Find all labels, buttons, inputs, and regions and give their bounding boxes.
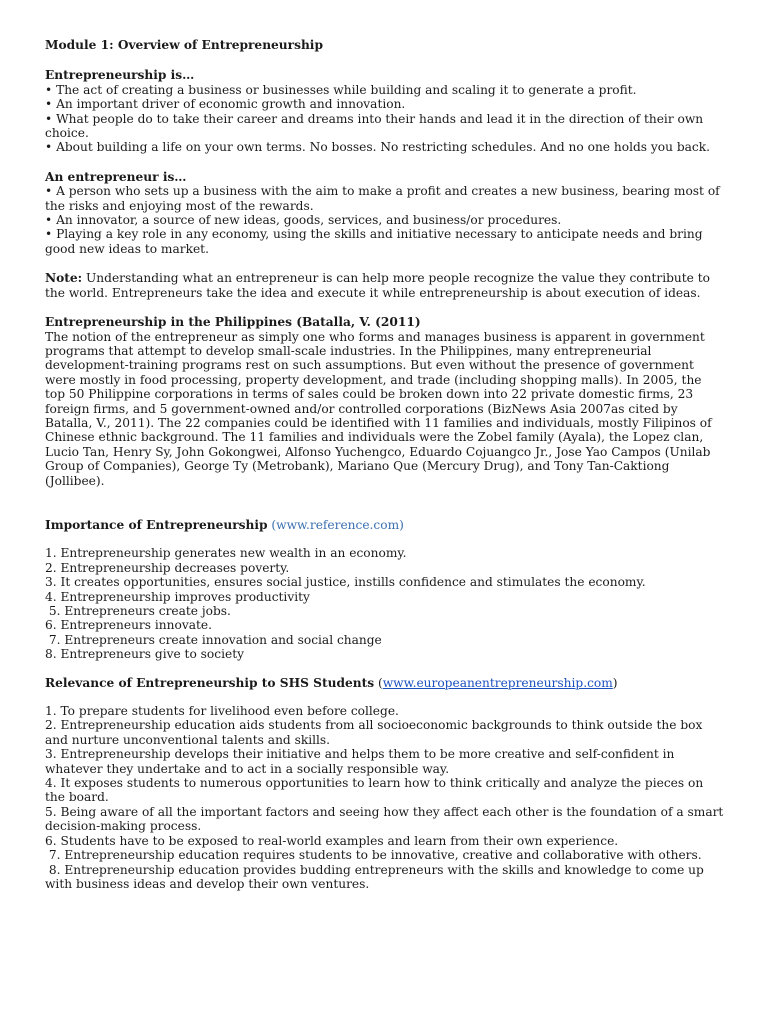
section-relevance [45,676,725,892]
list-item: 3. Entrepreneurship develops their initiative and helps them to be more creative and self-confident in whatever they undertake and to act in a socially responsible way. [45,747,675,776]
list-item: 7. Entrepreneurship education requires students to be innovative, creative and collaborative with others. [45,848,702,863]
section-heading: Entrepreneurship in the Philippines (Batalla, V. (2011) [45,315,421,330]
note-paragraph [45,271,725,300]
section-philippines [45,315,725,488]
bullet-item: • What people do to take their career and dreams into their hands and lead it in the direction of their own choice. [45,111,704,141]
bullet-item: • A person who sets up a business with the aim to make a profit and creates a new business, bearing most of the risks and enjoying most of the rewards. [45,184,720,213]
list-item: 8. Entrepreneurs give to society [45,647,244,662]
spacer [45,532,725,546]
bullet-item: • The act of creating a business or businesses while building and scaling it to generate a profit. [45,82,637,97]
source-paren-close: ) [612,675,618,690]
section-heading: Importance of Entrepreneurship [45,517,268,532]
section-heading-row [45,676,725,690]
section-heading-row [45,518,725,532]
module-title: Module 1: Overview of Entrepreneurship [45,38,323,52]
list-item: 1. Entrepreneurship generates new wealth in an economy. [45,546,407,561]
list-item: 2. Entrepreneurship education aids students from all socioeconomic backgrounds to think outside the box and nurture unconventional talents and skills. [45,718,703,747]
document-content [45,38,725,906]
source-link[interactable]: (www.reference.com) [271,517,404,532]
bullet-item: • An innovator, a source of new ideas, goods, services, and business/or procedures. [45,213,562,228]
section-heading: An entrepreneur is… [45,169,187,184]
bullet-item: • About building a life on your own terms. No bosses. No restricting schedules. And no one holds you back. [45,140,711,155]
note-text: Understanding what an entrepreneur is can help more people recognize the value they contribute to the world. Entrepreneurs take the idea and execute it while entrepreneurship is about execution of ideas. [45,271,710,300]
list-item: 6. Entrepreneurs innovate. [45,618,212,633]
section-heading: Entrepreneurship is… [45,68,195,83]
source-link[interactable]: www.europeanentrepreneurship.com [382,675,613,690]
list-item: 2. Entrepreneurship decreases poverty. [45,560,290,575]
list-item: 5. Being aware of all the important factors and seeing how they affect each other is the foundation of a smart decision-making process. [45,804,724,834]
section-heading: Relevance of Entrepreneurship to SHS Students [45,675,375,690]
note-label: Note: [45,271,83,286]
list-item: 8. Entrepreneurship education provides budding entrepreneurs with the skills and knowledge to come up with business ideas and develop their own ventures. [45,862,708,891]
bullet-item: • Playing a key role in any economy, using the skills and initiative necessary to anticipate needs and bring good new ideas to market. [45,227,703,256]
list-item: 1. To prepare students for livelihood even before college. [45,704,399,719]
section-entrepreneurship-is [45,68,725,154]
list-item: 4. Entrepreneurship improves productivity [45,589,310,604]
list-item: 7. Entrepreneurs create innovation and social change [45,632,382,647]
list-item: 4. It exposes students to numerous opportunities to learn how to think critically and analyze the pieces on the board. [45,776,704,805]
section-body: The notion of the entrepreneur as simply one who forms and manages business is apparent in government programs that attempt to develop small-scale industries. In the Philippines, many entrepreneurial development-training programs rest on such assumptions. But even without the presence of government were mostly in food processing, property development, and trade (including shopping malls). In 2005, the top 50 Philippine corporations in terms of sales could be broken down into 22 private domestic firms, 23 foreign firms, and 5 government-owned and/or controlled corporations (BizNews Asia 2007as cited by Batalla, V., 2011). The 22 companies could be identified with 11 families and individuals, mostly Filipinos of Chinese ethnic background. The 11 families and individuals were the Zobel family (Ayala), the Lopez clan, Lucio Tan, Henry Sy, John Gokongwei, Alfonso Yuchengco, Eduardo Cojuangco Jr., Jose Yao Campos (Unilab Group of Companies), George Ty (Metrobank), Mariano Que (Mercury Drug), and Tony Tan-Caktiong (Jollibee). [45,329,712,488]
list-item: 3. It creates opportunities, ensures social justice, instills confidence and stimulates the economy. [45,575,646,590]
list-item: 5. Entrepreneurs create jobs. [45,604,231,618]
source-paren-open: ( [374,675,383,690]
bullet-item: • An important driver of economic growth and innovation. [45,97,406,112]
list-item: 6. Students have to be exposed to real-world examples and learn from their own experience. [45,833,619,848]
spacer [45,690,725,704]
section-entrepreneur-is [45,170,725,256]
section-importance [45,518,725,662]
